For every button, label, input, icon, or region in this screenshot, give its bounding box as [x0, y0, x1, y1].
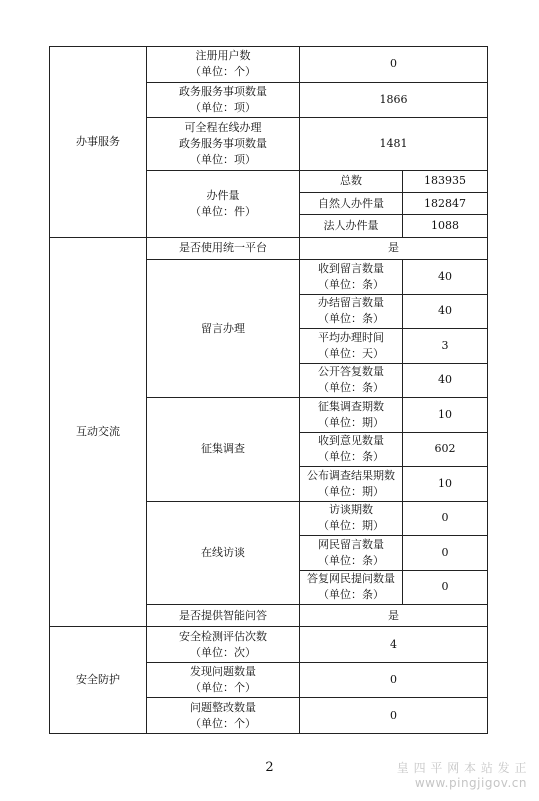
volume-total-value: 183935	[403, 170, 488, 192]
security-fixed-label: 问题整改数量 （单位：个）	[147, 698, 300, 734]
security-issues-label: 发现问题数量 （单位：个）	[147, 662, 300, 698]
smart-qa-label: 是否提供智能问答	[147, 605, 300, 627]
security-checks-label: 安全检测评估次数 （单位：次）	[147, 627, 300, 663]
online-items-label: 可全程在线办理 政务服务事项数量 （单位：项）	[147, 118, 300, 171]
messages-public-value: 40	[403, 363, 488, 398]
survey-opinions-label: 收到意见数量 （单位：条）	[300, 432, 403, 467]
security-fixed-value: 0	[300, 698, 488, 734]
table-row	[50, 627, 488, 663]
survey-results-value: 10	[403, 467, 488, 502]
section-service: 办事服务	[50, 47, 147, 238]
survey-periods-value: 10	[403, 398, 488, 433]
messages-public-label: 公开答复数量 （单位：条）	[300, 363, 403, 398]
smart-qa-value: 是	[300, 605, 488, 627]
interview-periods-value: 0	[403, 501, 488, 536]
section-interaction: 互动交流	[50, 237, 147, 627]
section-security: 安全防护	[50, 627, 147, 734]
report-table	[49, 46, 488, 734]
volume-label: 办件量 （单位：件）	[147, 170, 300, 237]
registered-users-value: 0	[300, 47, 488, 83]
security-issues-value: 0	[300, 662, 488, 698]
table-row	[50, 47, 488, 83]
messages-closed-value: 40	[403, 294, 488, 329]
service-items-label: 政务服务事项数量 （单位：项）	[147, 82, 300, 118]
volume-legal-label: 法人办件量	[300, 215, 403, 237]
unified-platform-value: 是	[300, 237, 488, 259]
messages-label: 留言办理	[147, 260, 300, 398]
interview-label: 在线访谈	[147, 501, 300, 605]
volume-total-label: 总数	[300, 170, 403, 192]
messages-received-value: 40	[403, 260, 488, 295]
service-items-value: 1866	[300, 82, 488, 118]
survey-periods-label: 征集调查期数 （单位：期）	[300, 398, 403, 433]
volume-legal-value: 1088	[403, 215, 488, 237]
page-number: 2	[265, 760, 274, 775]
volume-person-value: 182847	[403, 193, 488, 215]
survey-opinions-value: 602	[403, 432, 488, 467]
site-watermark	[397, 761, 527, 791]
messages-received-label: 收到留言数量 （单位：条）	[300, 260, 403, 295]
unified-platform-label: 是否使用统一平台	[147, 237, 300, 259]
volume-person-label: 自然人办件量	[300, 193, 403, 215]
messages-avg-time-label: 平均办理时间 （单位：天）	[300, 329, 403, 364]
watermark-line-2: www.pingjigov.cn	[414, 776, 527, 790]
survey-results-label: 公布调查结果期数 （单位：期）	[300, 467, 403, 502]
interview-messages-label: 网民留言数量 （单位：条）	[300, 536, 403, 571]
table-row	[50, 237, 488, 259]
messages-avg-time-value: 3	[403, 329, 488, 364]
interview-replies-label: 答复网民提问数量 （单位：条）	[300, 570, 403, 605]
registered-users-label: 注册用户数 （单位：个）	[147, 47, 300, 83]
messages-closed-label: 办结留言数量 （单位：条）	[300, 294, 403, 329]
watermark-line-1: 皇 四 平 网 本 站 发 正	[396, 761, 527, 775]
interview-periods-label: 访谈期数 （单位：期）	[300, 501, 403, 536]
online-items-value: 1481	[300, 118, 488, 171]
interview-messages-value: 0	[403, 536, 488, 571]
interview-replies-value: 0	[403, 570, 488, 605]
security-checks-value: 4	[300, 627, 488, 663]
survey-label: 征集调查	[147, 398, 300, 502]
